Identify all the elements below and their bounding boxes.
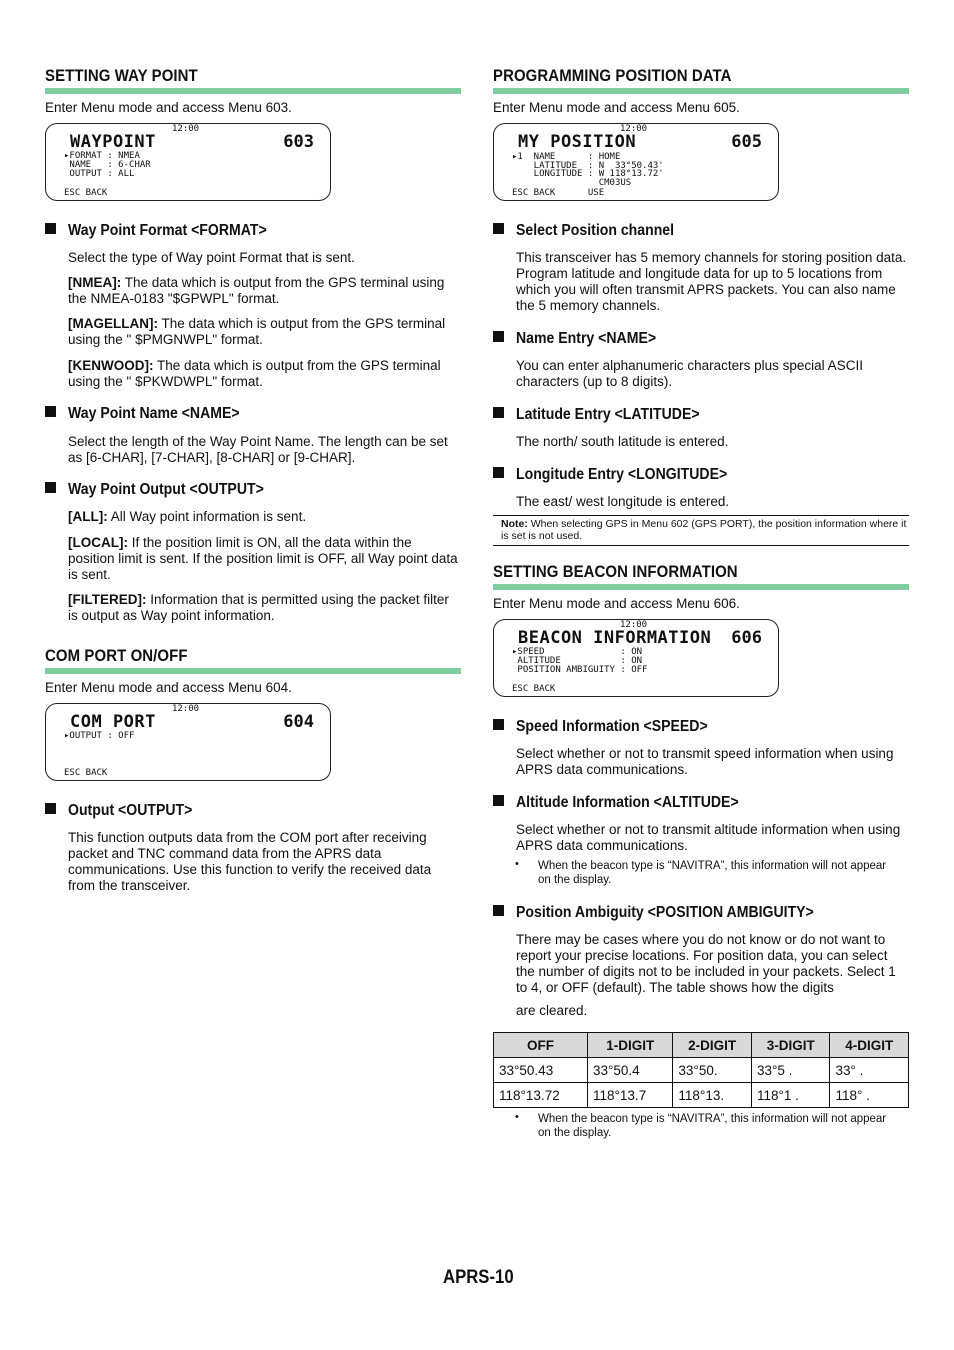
lcd-row: ▸1 NAME : HOME <box>512 152 621 162</box>
square-bullet-icon <box>493 223 504 234</box>
lcd-title: WAYPOINT <box>70 132 156 152</box>
subheading-altitude: Altitude Information <ALTITUDE> <box>493 794 769 812</box>
latitude-desc: The north/ south latitude is entered. <box>516 434 729 449</box>
format-kenwood: [KENWOOD]: The data which is output from the GPS terminal using the " $PKWDWPL" format. <box>68 358 441 389</box>
lcd-rows <box>512 648 647 675</box>
bullet-dot: • <box>515 1111 519 1123</box>
lcd-row: NAME : 6-CHAR <box>64 160 151 170</box>
bullet-dot: • <box>515 858 519 870</box>
table-header: OFF <box>494 1033 588 1058</box>
longitude-desc: The east/ west longitude is entered. <box>516 494 730 509</box>
subheading-way-point-name: Way Point Name <NAME> <box>45 405 263 423</box>
square-bullet-icon <box>493 719 504 730</box>
table-header: 2-DIGIT <box>673 1033 752 1058</box>
lcd-menu-number: 604 <box>283 712 314 732</box>
table-cell: 33°50.4 <box>588 1058 673 1083</box>
lcd-clock: 12:00 <box>172 124 200 134</box>
lcd-display-waypoint <box>45 123 331 201</box>
name-desc: Select the length of the Way Point Name. The length can be set as [6-CHAR], [7-CHAR], [8-CHAR] or [9-CHAR]. <box>68 434 448 465</box>
lcd-row: POSITION AMBIGUITY : OFF <box>512 665 648 675</box>
ambiguity-bullet: When the beacon type is “NAVITRA”, this information will not appear on the display. <box>538 1113 887 1139</box>
lcd-row: LONGITUDE : W 118°13.72' <box>512 169 664 179</box>
table-cell: 33°50.43 <box>494 1058 588 1083</box>
note-label: Note: <box>501 518 528 530</box>
altitude-bullet: When the beacon type is “NAVITRA”, this information will not appear on the display. <box>538 860 887 886</box>
square-bullet-icon <box>493 795 504 806</box>
heading-setting-beacon: SETTING BEACON INFORMATION <box>493 562 738 581</box>
lcd-footer: ESC BACK <box>512 684 556 694</box>
subheading-way-point-output: Way Point Output <OUTPUT> <box>45 481 291 499</box>
lcd-footer: ESC BACK USE <box>512 188 605 198</box>
lcd-title: COM PORT <box>70 712 156 732</box>
com-output-desc: This function outputs data from the COM port after receiving packet and TNC command data from the APRS data communications. Use this function to verify the received data from the transceiver. <box>68 830 432 893</box>
lcd-rows <box>64 732 134 741</box>
heading-rule <box>493 88 909 94</box>
output-local: [LOCAL]: If the position limit is ON, all the data within the position limit is sent. If the position limit is OFF, all Way point data is sent. <box>68 535 458 582</box>
menu-intro: Enter Menu mode and access Menu 603. <box>45 100 292 115</box>
lcd-clock: 12:00 <box>172 704 200 714</box>
lcd-footer: ESC BACK <box>64 768 108 778</box>
lcd-menu-number: 605 <box>731 132 762 152</box>
lcd-row: ▸SPEED : ON <box>512 647 643 657</box>
lcd-footer: ESC BACK <box>64 188 108 198</box>
table-cell: 33°50. <box>673 1058 752 1083</box>
lcd-row: ALTITUDE : ON <box>512 656 643 666</box>
subheading-latitude: Latitude Entry <LATITUDE> <box>493 406 725 424</box>
lcd-row: OUTPUT : ALL <box>64 169 135 179</box>
square-bullet-icon <box>493 467 504 478</box>
subheading-longitude: Longitude Entry <LONGITUDE> <box>493 466 756 484</box>
subheading-speed: Speed Information <SPEED> <box>493 718 734 736</box>
lcd-row: ▸OUTPUT : OFF <box>64 731 135 741</box>
square-bullet-icon <box>45 482 56 493</box>
square-bullet-icon <box>493 905 504 916</box>
heading-com-port: COM PORT ON/OFF <box>45 646 188 665</box>
lcd-title: BEACON INFORMATION <box>518 628 712 648</box>
square-bullet-icon <box>45 406 56 417</box>
square-bullet-icon <box>45 803 56 814</box>
lcd-display-com-port <box>45 703 331 781</box>
subheading-output: Output <OUTPUT> <box>45 802 209 820</box>
output-all: [ALL]: All Way point information is sent. <box>68 509 307 524</box>
ambiguity-desc-end: are cleared. <box>516 1003 588 1018</box>
table-cell: 118°1 . <box>751 1083 830 1108</box>
note-box <box>493 515 909 546</box>
square-bullet-icon <box>493 407 504 418</box>
lcd-row: CM03US <box>512 177 632 188</box>
name-entry-desc: You can enter alphanumeric characters plus special ASCII characters (up to 8 digits). <box>516 358 863 389</box>
table-row <box>494 1058 909 1083</box>
note-text: When selecting GPS in Menu 602 (GPS PORT), the position information where it is set is not used. <box>501 518 907 542</box>
table-cell: 118°13. <box>673 1083 752 1108</box>
square-bullet-icon <box>493 331 504 342</box>
table-cell: 118°13.7 <box>588 1083 673 1108</box>
lcd-menu-number: 606 <box>731 628 762 648</box>
format-magellan: [MAGELLAN]: The data which is output from the GPS terminal using the " $PMGNWPL" format. <box>68 316 446 347</box>
ambiguity-table <box>493 1032 909 1108</box>
lcd-display-beacon <box>493 619 779 697</box>
menu-intro: Enter Menu mode and access Menu 606. <box>493 596 740 611</box>
output-filtered: [FILTERED]: Information that is permitted using the packet filter is output as Way point information. <box>68 592 449 623</box>
lcd-rows <box>512 153 664 187</box>
heading-rule <box>493 584 909 590</box>
square-bullet-icon <box>45 223 56 234</box>
lcd-menu-number: 603 <box>283 132 314 152</box>
table-cell: 33° . <box>830 1058 909 1083</box>
speed-desc: Select whether or not to transmit speed information when using APRS data communications. <box>516 746 894 777</box>
table-header: 4-DIGIT <box>830 1033 909 1058</box>
heading-programming-position: PROGRAMMING POSITION DATA <box>493 66 732 85</box>
format-nmea: [NMEA]: The data which is output from the GPS terminal using the NMEA-0183 "$GPWPL" format. <box>68 275 445 306</box>
menu-intro: Enter Menu mode and access Menu 604. <box>45 680 292 695</box>
table-cell: 118°13.72 <box>494 1083 588 1108</box>
subheading-position-ambiguity: Position Ambiguity <POSITION AMBIGUITY> <box>493 904 854 922</box>
ambiguity-desc: There may be cases where you do not know or do not want to report your precise locations. For position data, you can select the number of digits not to be included in your packets. Select 1 to 4, or OFF (default). The table shows how the digits <box>516 932 896 995</box>
heading-setting-way-point: SETTING WAY POINT <box>45 66 198 85</box>
table-cell: 33°5 . <box>751 1058 830 1083</box>
subheading-select-position: Select Position channel <box>493 222 696 240</box>
lcd-title: MY POSITION <box>518 132 637 152</box>
table-header-row <box>494 1033 909 1058</box>
menu-intro: Enter Menu mode and access Menu 605. <box>493 100 740 115</box>
page-number: APRS-10 <box>443 1267 514 1288</box>
lcd-clock: 12:00 <box>620 124 648 134</box>
heading-rule <box>45 668 461 674</box>
select-position-desc: This transceiver has 5 memory channels for storing position data. Program latitude and longitude data for up to 5 locations from which you will often transmit APRS packets. You can also name the 5 memory channels. <box>516 250 907 313</box>
table-header: 1-DIGIT <box>588 1033 673 1058</box>
table-header: 3-DIGIT <box>751 1033 830 1058</box>
table-cell: 118° . <box>830 1083 909 1108</box>
lcd-row: LATITUDE : N 33°50.43' <box>512 160 664 171</box>
altitude-desc: Select whether or not to transmit altitude information when using APRS data communications. <box>516 822 901 853</box>
table-row <box>494 1083 909 1108</box>
lcd-display-my-position <box>493 123 779 201</box>
lcd-row: ▸FORMAT : NMEA <box>64 151 140 161</box>
subheading-way-point-format: Way Point Format <FORMAT> <box>45 222 294 240</box>
format-desc: Select the type of Way point Format that is sent. <box>68 250 355 265</box>
lcd-clock: 12:00 <box>620 620 648 630</box>
heading-rule <box>45 88 461 94</box>
lcd-rows <box>64 152 151 179</box>
subheading-name-entry: Name Entry <NAME> <box>493 330 675 348</box>
